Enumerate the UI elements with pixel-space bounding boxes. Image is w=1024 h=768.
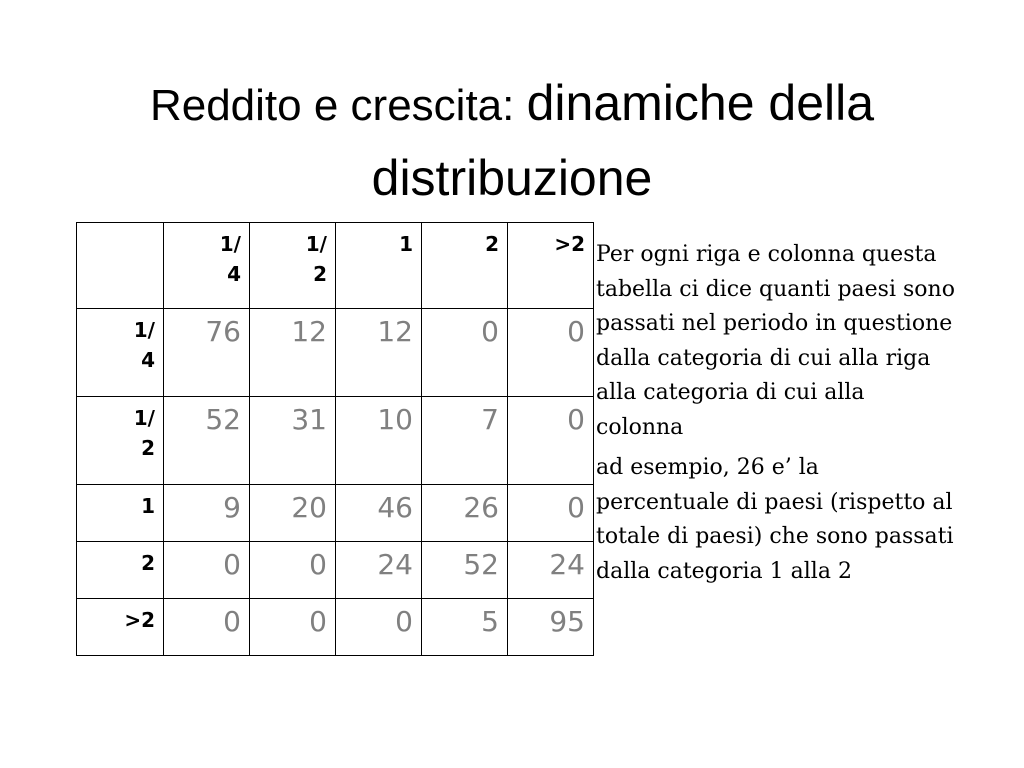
table-cell: 46	[336, 485, 422, 542]
slide-title	[60, 72, 964, 222]
table-cell: 26	[422, 485, 508, 542]
table-cell: 95	[508, 599, 594, 656]
table-cell: 0	[250, 542, 336, 599]
table-cell: 0	[164, 542, 250, 599]
table-row	[77, 309, 594, 397]
column-header: 1/ 2	[250, 223, 336, 309]
row-header: 2	[77, 542, 164, 599]
table-cell: 20	[250, 485, 336, 542]
table-cell: 0	[336, 599, 422, 656]
transition-table	[76, 222, 594, 656]
table-row	[77, 397, 594, 485]
table-cell: 0	[422, 309, 508, 397]
table-cell: 0	[164, 599, 250, 656]
header-corner-cell	[77, 223, 164, 309]
side-note-paragraph: Per ogni riga e colonna questa tabella ci dice quanti paesi sono passati nel periodo in questione dalla categoria di cui alla riga alla categoria di cui alla colonna	[596, 242, 955, 440]
table-row	[77, 485, 594, 542]
table-cell: 0	[250, 599, 336, 656]
table-cell: 10	[336, 397, 422, 485]
title-part-2: dinamiche della distribuzione	[371, 75, 875, 206]
side-note-paragraph: ad esempio, 26 e’ la percentuale di paesi (rispetto al totale di paesi) che sono passati dalla categoria 1 alla 2	[596, 455, 954, 584]
table-cell: 12	[336, 309, 422, 397]
table-row	[77, 542, 594, 599]
table-cell: 5	[422, 599, 508, 656]
column-header: >2	[508, 223, 594, 309]
column-header: 2	[422, 223, 508, 309]
table-cell: 52	[422, 542, 508, 599]
row-header: 1/ 2	[77, 397, 164, 485]
title-part-1: Reddito e crescita:	[149, 81, 527, 130]
table-cell: 0	[508, 309, 594, 397]
column-header: 1	[336, 223, 422, 309]
table-cell: 76	[164, 309, 250, 397]
table-cell: 9	[164, 485, 250, 542]
table-cell: 24	[336, 542, 422, 599]
table-cell: 24	[508, 542, 594, 599]
table-cell: 52	[164, 397, 250, 485]
table-cell: 12	[250, 309, 336, 397]
row-header: 1	[77, 485, 164, 542]
table-cell: 0	[508, 397, 594, 485]
table-cell: 31	[250, 397, 336, 485]
table-header-row	[77, 223, 594, 309]
row-header: >2	[77, 599, 164, 656]
table-cell: 0	[508, 485, 594, 542]
table-row	[77, 599, 594, 656]
side-note	[596, 238, 956, 589]
table-cell: 7	[422, 397, 508, 485]
column-header: 1/ 4	[164, 223, 250, 309]
row-header: 1/ 4	[77, 309, 164, 397]
